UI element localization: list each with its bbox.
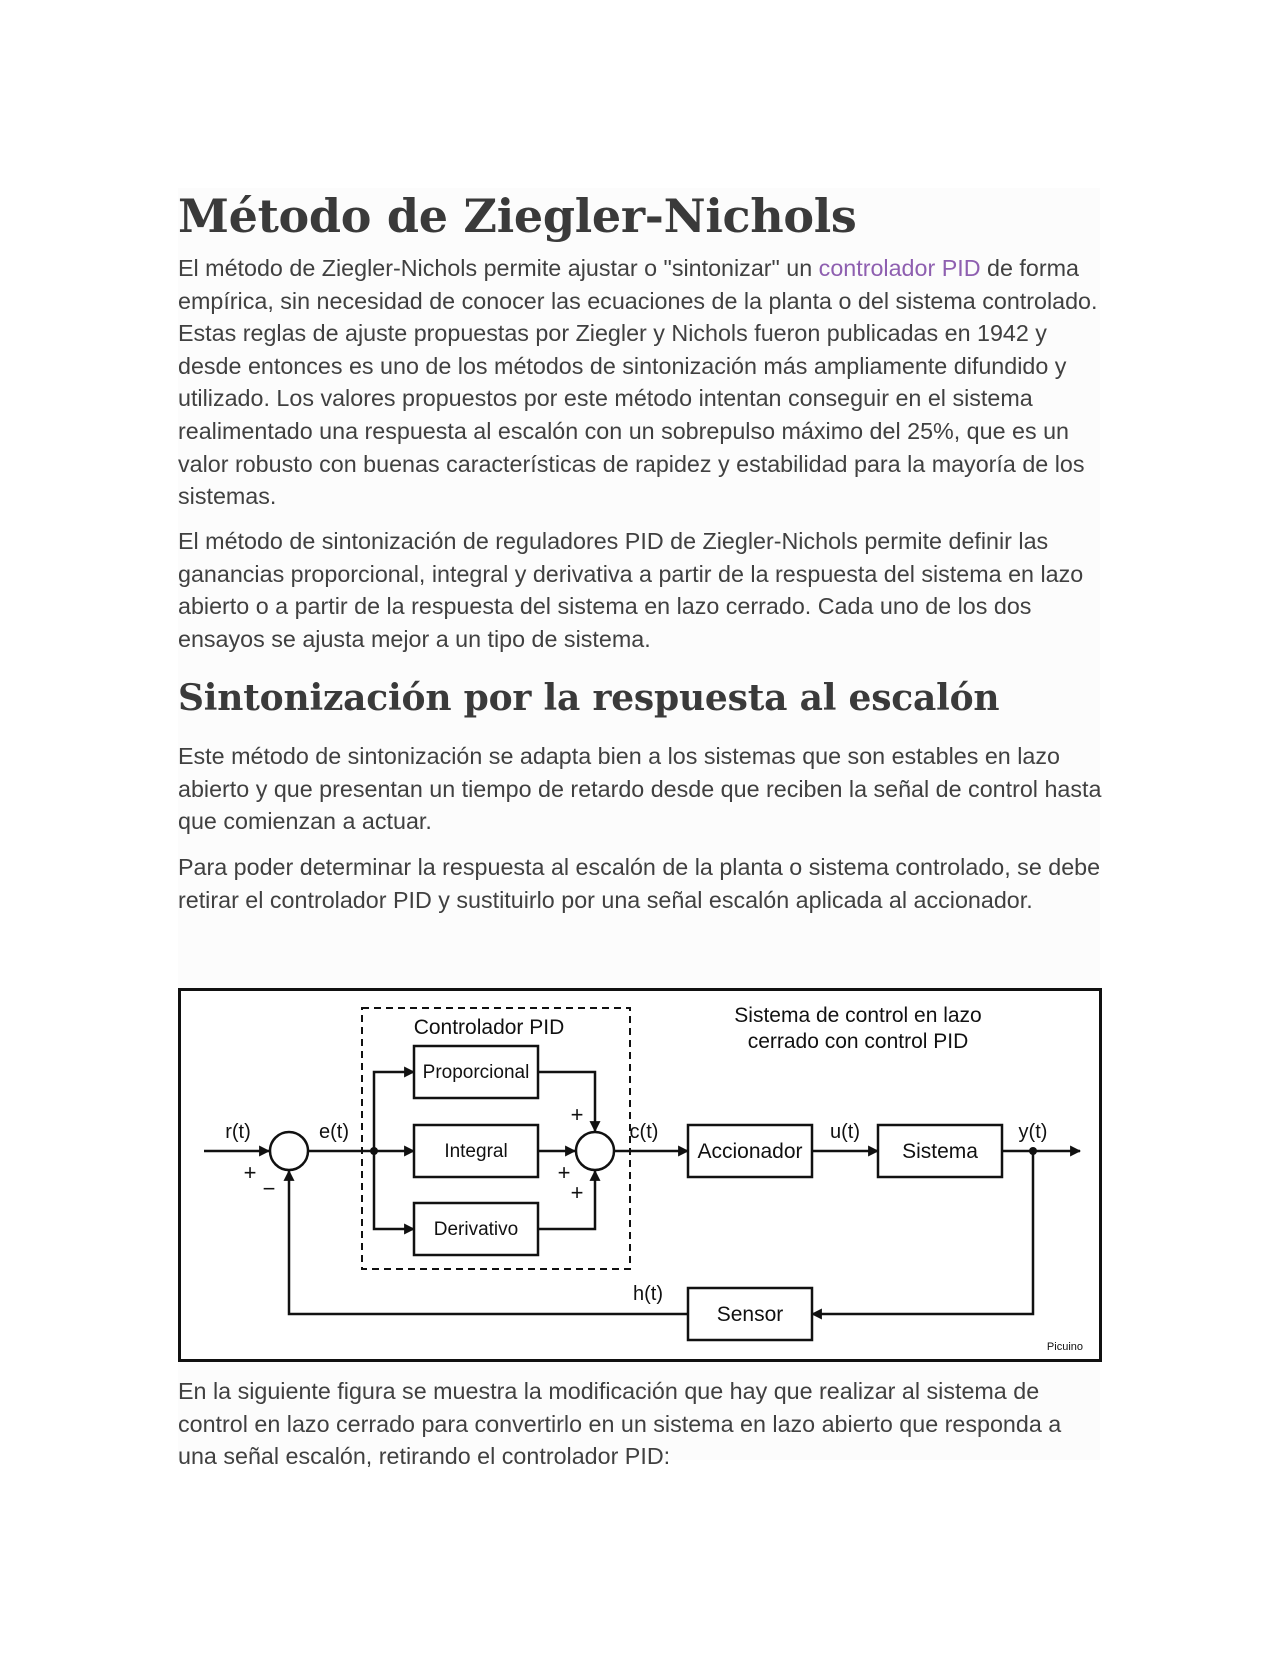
block-derivativo-label: Derivativo — [433, 1219, 519, 1240]
block-integral — [414, 1125, 538, 1177]
diagram-credit: Picuino — [1046, 1341, 1083, 1353]
signal-e-label: e(t) — [319, 1121, 349, 1143]
branch-point-e — [370, 1147, 378, 1155]
paragraph-lazo-abierto: En la siguiente figura se muestra la modificación que hay que realizar al sistema de control en lazo cerrado para convertirlo en un sistema en lazo abierto que responda a una señal escalón, retirando el controlador PID: — [178, 1378, 1062, 1470]
block-accionador — [688, 1125, 812, 1177]
feedback-minus-sign: − — [262, 1176, 276, 1201]
diagram-title-line1: Sistema de control en lazo — [734, 1004, 982, 1027]
pid-block-diagram — [178, 988, 1102, 1362]
diagram-title-line2: cerrado con control PID — [747, 1030, 969, 1053]
block-accionador-label: Accionador — [697, 1140, 803, 1163]
pid-summing-junction — [576, 1132, 614, 1170]
input-plus-sign: + — [243, 1160, 257, 1185]
section-title: Sintonización por la respuesta al escalón — [178, 677, 1000, 719]
intro-text-start: El método de Ziegler-Nichols permite ajustar o "sintonizar" un — [178, 255, 819, 281]
block-derivativo — [414, 1203, 538, 1255]
signal-r-label: r(t) — [225, 1121, 251, 1143]
intro-text-end: de forma empírica, sin necesidad de conocer las ecuaciones de la planta o del sistema controlado. Estas reglas de ajuste propuestas por Ziegler y Nichols fueron publicadas en 1942 y desde entonces es uno de los métodos de sintonización más ampliamente difundido y utilizado. Los valores propuestos por este método intentan conseguir en el sistema realimentado una respuesta al escalón con un sobrepulso máximo del 25%, que es un valor robusto con buenas características de rapidez y estabilidad para la mayoría de los sistemas. — [178, 255, 1098, 510]
branch-point-y — [1029, 1147, 1037, 1155]
paragraph-respuesta: Para poder determinar la respuesta al escalón de la planta o sistema controlado, se debe retirar el controlador PID y sustituirlo por una señal escalón aplicada al accionador. — [178, 854, 1101, 913]
block-integral-label: Integral — [444, 1141, 508, 1162]
block-sensor — [688, 1288, 812, 1340]
block-sensor-label: Sensor — [716, 1303, 784, 1326]
block-sistema-label: Sistema — [902, 1140, 978, 1163]
derivativo-plus-sign: + — [570, 1180, 584, 1205]
controller-label: Controlador PID — [413, 1016, 565, 1039]
diagram-svg — [178, 988, 1102, 1362]
block-proporcional-label: Proporcional — [422, 1062, 530, 1083]
controlador-pid-link[interactable]: controlador PID — [818, 255, 981, 281]
paragraph-ganancias: El método de sintonización de reguladores PID de Ziegler-Nichols permite definir las ganancias proporcional, integral y derivativa a partir de la respuesta del sistema en lazo abierto o a partir de la respuesta del sistema en lazo cerrado. Cada uno de los dos ensayos se ajusta mejor a un tipo de sistema. — [178, 528, 1084, 652]
paragraph-estables: Este método de sintonización se adapta bien a los sistemas que son estables en lazo abierto y que presentan un tiempo de retardo desde que reciben la señal de control hasta que comienzan a actuar. — [178, 743, 1102, 835]
signal-c-label: c(t) — [629, 1121, 659, 1143]
block-proporcional — [414, 1046, 538, 1098]
page-title: Método de Ziegler-Nichols — [178, 189, 857, 243]
signal-y-label: y(t) — [1018, 1121, 1048, 1143]
intro-paragraph — [178, 252, 1102, 513]
integral-plus-sign: + — [557, 1160, 571, 1185]
signal-u-label: u(t) — [830, 1121, 860, 1143]
proporcional-plus-sign: + — [570, 1102, 584, 1127]
signal-h-label: h(t) — [633, 1283, 663, 1305]
block-sistema — [878, 1125, 1002, 1177]
input-summing-junction — [270, 1132, 308, 1170]
